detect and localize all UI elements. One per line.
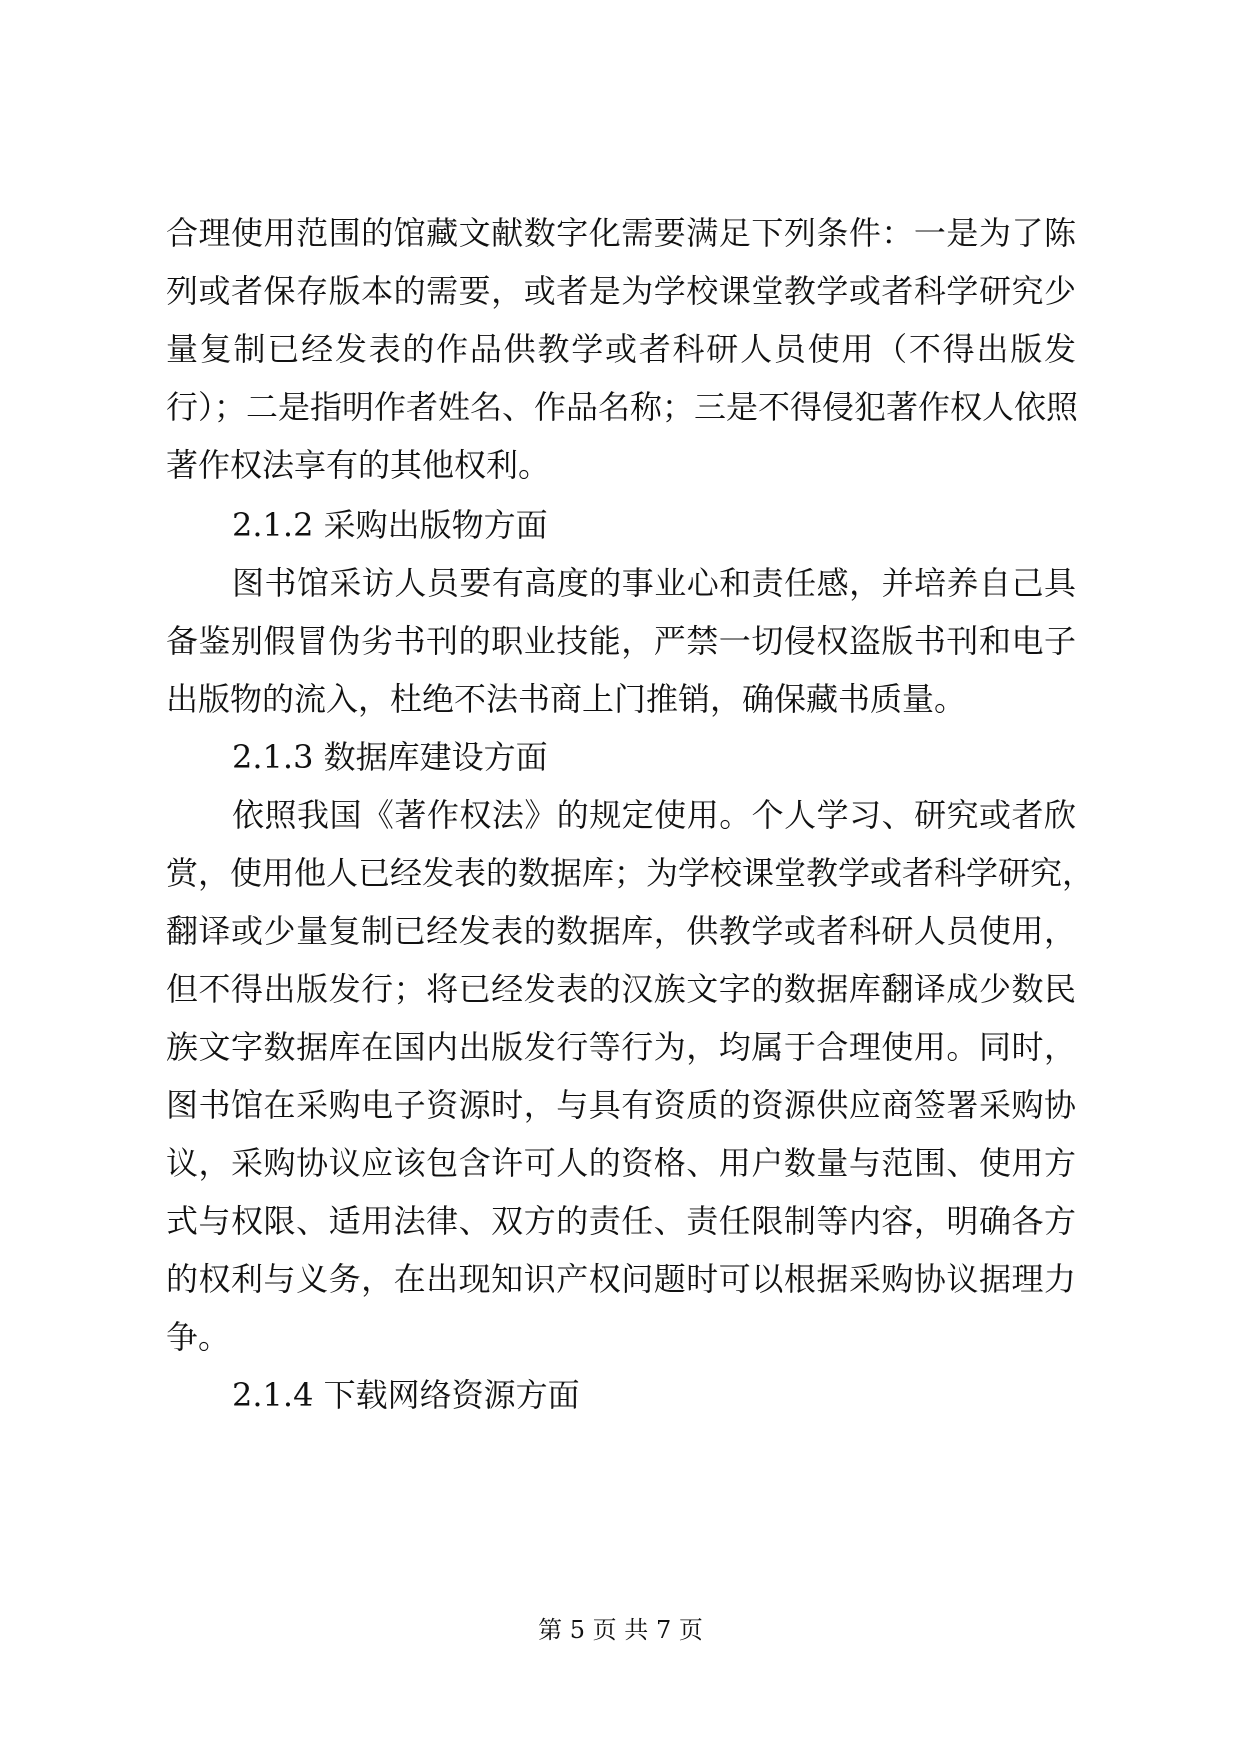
paragraph-line: 图书馆采访人员要有高度的事业心和责任感，并培养自己具 — [232, 564, 1076, 602]
paragraph-line: 族文字数据库在国内出版发行等行为，均属于合理使用。同时， — [166, 1028, 1076, 1066]
paragraph-line: 式与权限、适用法律、双方的责任、责任限制等内容，明确各方 — [166, 1202, 1076, 1240]
section-heading-2-1-4: 2.1.4 下载网络资源方面 — [232, 1376, 580, 1414]
paragraph-line: 争。 — [166, 1318, 231, 1356]
paragraph-line: 议，采购协议应该包含许可人的资格、用户数量与范围、使用方 — [166, 1144, 1076, 1182]
paragraph-line: 列或者保存版本的需要，或者是为学校课堂教学或者科学研究少 — [166, 272, 1076, 310]
paragraph-line: 但不得出版发行；将已经发表的汉族文字的数据库翻译成少数民 — [166, 970, 1076, 1008]
paragraph-line: 行）；二是指明作者姓名、作品名称；三是不得侵犯著作权人依照 — [166, 388, 1079, 426]
paragraph-line: 合理使用范围的馆藏文献数字化需要满足下列条件：一是为了陈 — [166, 214, 1076, 252]
page-number-footer: 第 5 页 共 7 页 — [538, 1616, 703, 1644]
paragraph-line: 赏，使用他人已经发表的数据库；为学校课堂教学或者科学研究， — [166, 854, 1095, 892]
section-heading-2-1-3: 2.1.3 数据库建设方面 — [232, 738, 548, 776]
paragraph-line: 翻译或少量复制已经发表的数据库，供教学或者科研人员使用， — [166, 912, 1076, 950]
paragraph-line: 出版物的流入，杜绝不法书商上门推销，确保藏书质量。 — [166, 680, 967, 718]
paragraph-line: 备鉴别假冒伪劣书刊的职业技能，严禁一切侵权盗版书刊和电子 — [166, 622, 1076, 660]
paragraph-line: 的权利与义务，在出现知识产权问题时可以根据采购协议据理力 — [166, 1260, 1076, 1298]
paragraph-line: 图书馆在采购电子资源时，与具有资质的资源供应商签署采购协 — [166, 1086, 1076, 1124]
paragraph-line: 依照我国《著作权法》的规定使用。个人学习、研究或者欣 — [232, 796, 1076, 834]
paragraph-line: 量复制已经发表的作品供教学或者科研人员使用（不得出版发 — [166, 330, 1076, 368]
paragraph-line: 著作权法享有的其他权利。 — [166, 446, 551, 484]
section-heading-2-1-2: 2.1.2 采购出版物方面 — [232, 506, 548, 544]
